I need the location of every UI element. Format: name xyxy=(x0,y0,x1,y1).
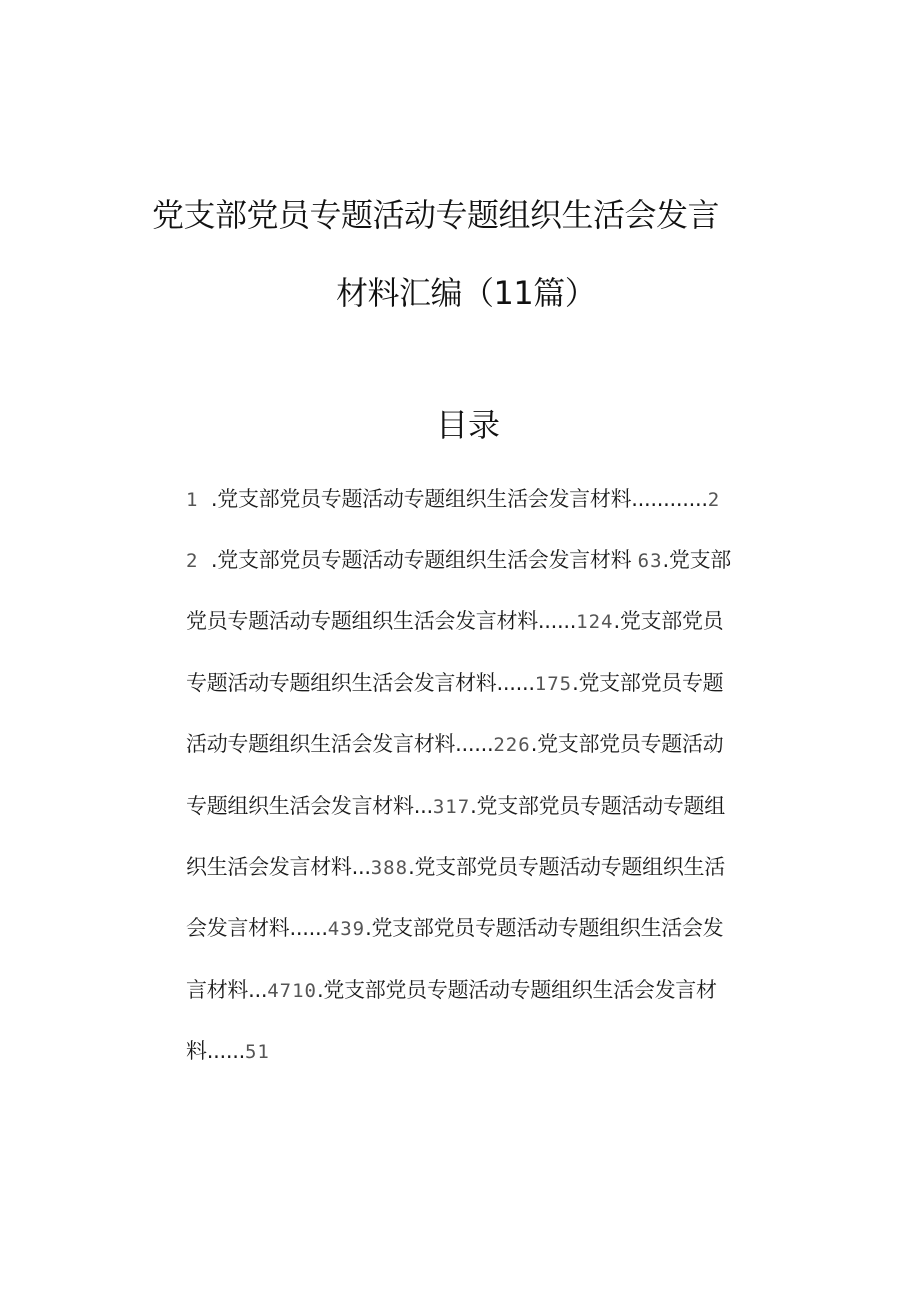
toc-text: .党支部党员专题活动 xyxy=(530,732,724,756)
toc-text: .党支部党员专题活动专题组织生活会发言材料 xyxy=(210,548,638,572)
toc-text: .党支部党员专题活动专题组织生活会发言材 xyxy=(317,978,717,1002)
toc-heading: 目录 xyxy=(436,406,501,444)
toc-text: 会发言材料...... xyxy=(186,916,328,940)
toc-text: .党支部党员 xyxy=(613,609,724,633)
document-title-line-1: 党支部党员专题活动专题组织生活会发言 xyxy=(152,196,720,234)
toc-number: 2 xyxy=(186,550,211,572)
toc-text: 言材料... xyxy=(186,978,268,1002)
toc-number: 1 xyxy=(186,489,211,511)
toc-line xyxy=(186,667,796,697)
toc-page-number: 51 xyxy=(244,1041,270,1063)
toc-text: .党支部 xyxy=(662,548,732,572)
toc-text: .党支部党员专题活动专题组 xyxy=(470,794,725,818)
toc-text: 料...... xyxy=(186,1039,245,1063)
toc-line xyxy=(186,851,796,881)
toc-page-number: 124 xyxy=(576,611,614,633)
toc-text: 专题组织生活会发言材料... xyxy=(186,794,433,818)
toc-line xyxy=(186,544,796,574)
toc-page-number: 4710 xyxy=(267,980,317,1002)
toc-page-number: 439 xyxy=(327,918,366,940)
toc-page-number: 388 xyxy=(370,857,409,879)
toc-text: 织生活会发言材料... xyxy=(186,855,371,879)
toc-page-number: 317 xyxy=(432,796,471,818)
toc-text: .党支部党员专题 xyxy=(572,671,724,695)
toc-page-number: 226 xyxy=(493,734,531,756)
toc-line xyxy=(186,790,796,820)
document-title-line-2: 材料汇编（11篇） xyxy=(336,274,597,312)
toc-text: .党支部党员专题活动专题组织生活会发 xyxy=(365,916,724,940)
toc-page-number: 63 xyxy=(637,550,663,572)
toc-text: .党支部党员专题活动专题组织生活会发言材料............ xyxy=(210,487,708,511)
toc-line xyxy=(186,1035,796,1065)
toc-text: .党支部党员专题活动专题组织生活 xyxy=(408,855,725,879)
toc-line xyxy=(186,605,796,635)
toc-line xyxy=(186,728,796,758)
toc-text: 党员专题活动专题组织生活会发言材料...... xyxy=(186,609,577,633)
toc-text: 活动专题组织生活会发言材料...... xyxy=(186,732,494,756)
toc-text: 专题活动专题组织生活会发言材料...... xyxy=(186,671,535,695)
toc-page-number: 175 xyxy=(534,673,573,695)
toc-line xyxy=(186,483,796,513)
toc-line xyxy=(186,974,796,1004)
toc-page-number: 2 xyxy=(707,489,721,511)
toc-line xyxy=(186,912,796,942)
